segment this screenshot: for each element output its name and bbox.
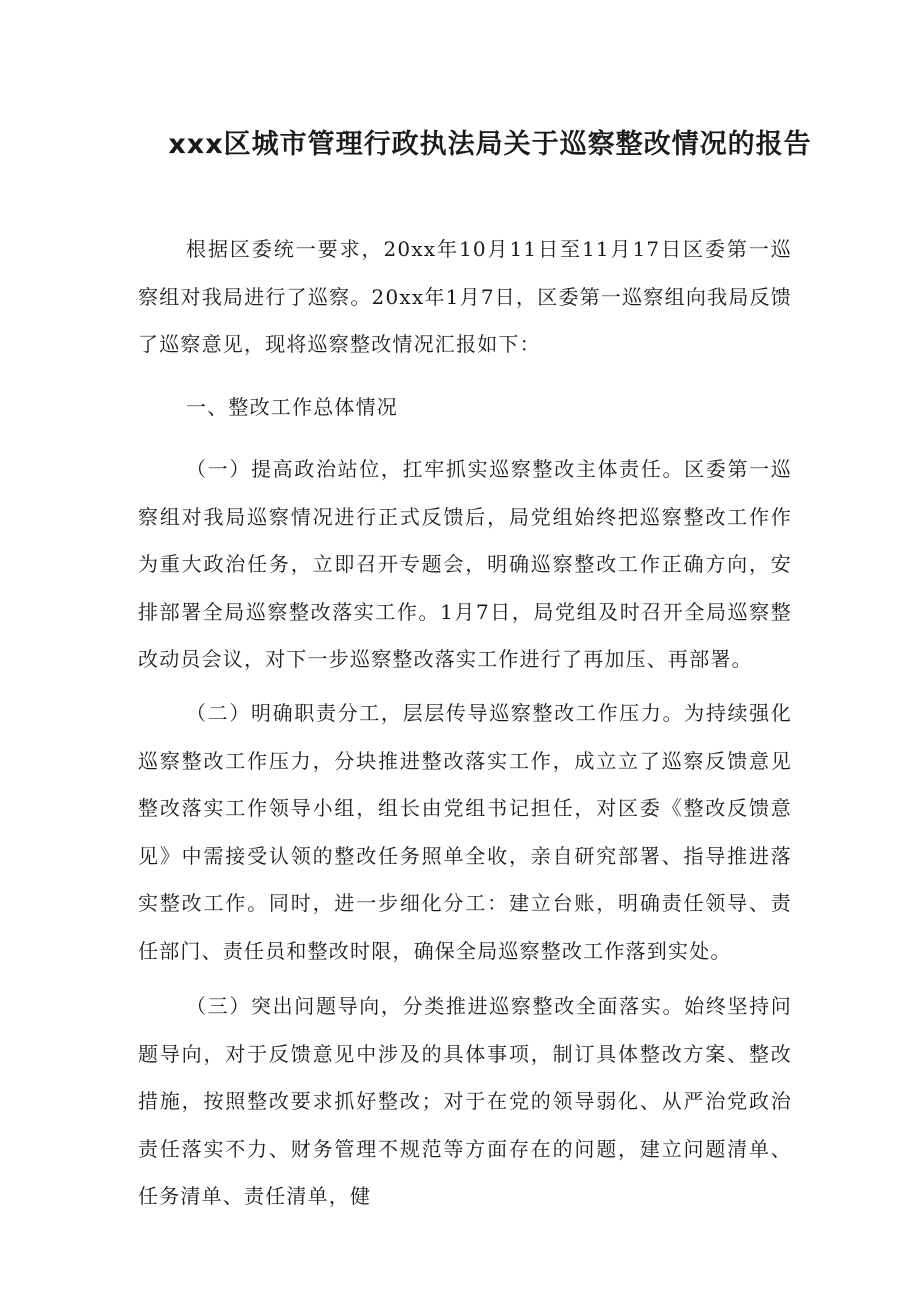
paragraph-item-3: （三）突出问题导向，分类推进巡察整改全面落实。始终坚持问题导向，对于反馈意见中涉及的具体事项，制订具体整改方案、整改措施，按照整改要求抓好整改；对于在党的领导弱化、从严治党政治责任落实不力、财务管理不规范等方面存在的问题，建立问题清单、任务清单、责任清单，健 <box>138 994 792 1208</box>
document-title: xxx区城市管理行政执法局关于巡察整改情况的报告 <box>168 129 812 160</box>
intro-paragraph: 根据区委统一要求，20xx年10月11日至11月17日区委第一巡察组对我局进行了巡察。20xx年1月7日，区委第一巡察组向我局反馈了巡察意见，现将巡察整改情况汇报如下： <box>138 237 792 356</box>
paragraph-item-1: （一）提高政治站位，扛牢抓实巡察整改主体责任。区委第一巡察组对我局巡察情况进行正式反馈后，局党组始终把巡察整改工作作为重大政治任务，立即召开专题会，明确巡察整改工作正确方向，安排部署全局巡察整改落实工作。1月7日，局党组及时召开全局巡察整改动员会议，对下一步巡察整改落实工作进行了再加压、再部署。 <box>138 457 792 671</box>
section-heading-overall: 一、整改工作总体情况 <box>186 395 398 419</box>
paragraph-item-2: （二）明确职责分工，层层传导巡察整改工作压力。为持续强化巡察整改工作压力，分块推进整改落实工作，成立立了巡察反馈意见整改落实工作领导小组，组长由党组书记担任，对区委《整改反馈意见》中需接受认领的整改任务照单全收，亲自研究部署、指导推进落实整改工作。同时，进一步细化分工：建立台账，明确责任领导、责任部门、责任员和整改时限，确保全局巡察整改工作落到实处。 <box>138 701 792 963</box>
